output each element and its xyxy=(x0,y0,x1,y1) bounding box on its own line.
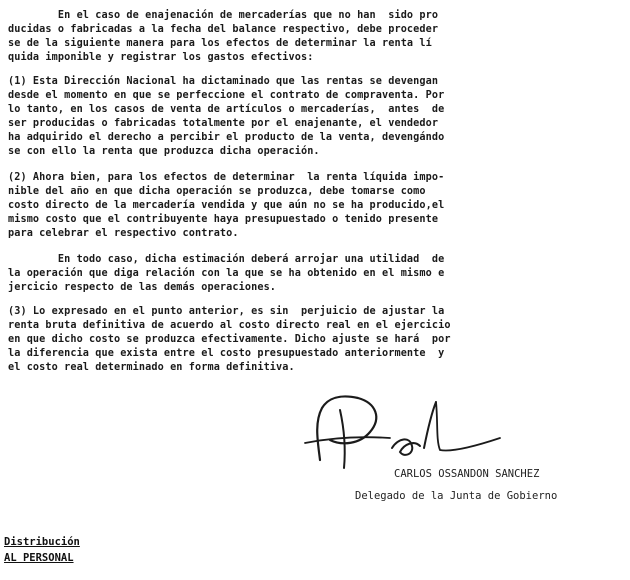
handwritten-signature xyxy=(300,388,520,478)
intro-line-1: En el caso de enajenación de mercaderías que no han sido pro xyxy=(8,10,439,21)
p2-line-1: (2) Ahora bien, para los efectos de determinar la renta líquida impo- xyxy=(8,172,445,183)
p2-line-3: costo directo de la mercadería vendida y que aún no se ha producido,el xyxy=(8,200,445,211)
p4-line-2: renta bruta definitiva de acuerdo al costo directo real en el ejercicio xyxy=(8,320,451,331)
intro-line-2: ducidas o fabricadas a la fecha del balance respectivo, debe proceder xyxy=(8,24,439,35)
p4-line-5: el costo real determinado en forma definitiva. xyxy=(8,362,295,373)
signer-name: CARLOS OSSANDON SANCHEZ xyxy=(394,468,540,480)
p1-line-3: lo tanto, en los casos de venta de artículos o mercaderías, antes de xyxy=(8,104,445,115)
distribution-heading: Distribución xyxy=(4,536,80,548)
p4-line-1: (3) Lo expresado en el punto anterior, es sin perjuicio de ajustar la xyxy=(8,306,445,317)
intro-line-3: se de la siguiente manera para los efectos de determinar la renta lí xyxy=(8,38,432,49)
p1-line-1: (1) Esta Dirección Nacional ha dictaminado que las rentas se devengan xyxy=(8,76,439,87)
p4-line-4: la diferencia que exista entre el costo presupuestado anteriormente y xyxy=(8,348,445,359)
p3-line-3: jercicio respecto de las demás operaciones. xyxy=(8,282,277,293)
p1-line-5: ha adquirido el derecho a percibir el producto de la venta, devengándo xyxy=(8,132,445,143)
intro-line-4: quida imponible y registrar los gastos efectivos: xyxy=(8,52,314,63)
p2-line-5: para celebrar el respectivo contrato. xyxy=(8,228,239,239)
p3-line-2: la operación que diga relación con la que se ha obtenido en el mismo e xyxy=(8,268,445,279)
p4-line-3: en que dicho costo se produzca efectivamente. Dicho ajuste se hará por xyxy=(8,334,451,345)
p2-line-4: mismo costo que el contribuyente haya presupuestado o tenido presente xyxy=(8,214,439,225)
p3-line-1: En todo caso, dicha estimación deberá arrojar una utilidad de xyxy=(8,254,445,265)
p1-line-6: se con ello la renta que produzca dicha operación. xyxy=(8,146,320,157)
signer-role: Delegado de la Junta de Gobierno xyxy=(355,490,558,502)
p1-line-2: desde el momento en que se perfeccione el contrato de compraventa. Por xyxy=(8,90,445,101)
p1-line-4: ser producidas o fabricadas totalmente por el enajenante, el vendedor xyxy=(8,118,439,129)
distribution-recipient: AL PERSONAL xyxy=(4,552,74,564)
p2-line-2: nible del año en que dicha operación se produzca, debe tomarse como xyxy=(8,186,426,197)
